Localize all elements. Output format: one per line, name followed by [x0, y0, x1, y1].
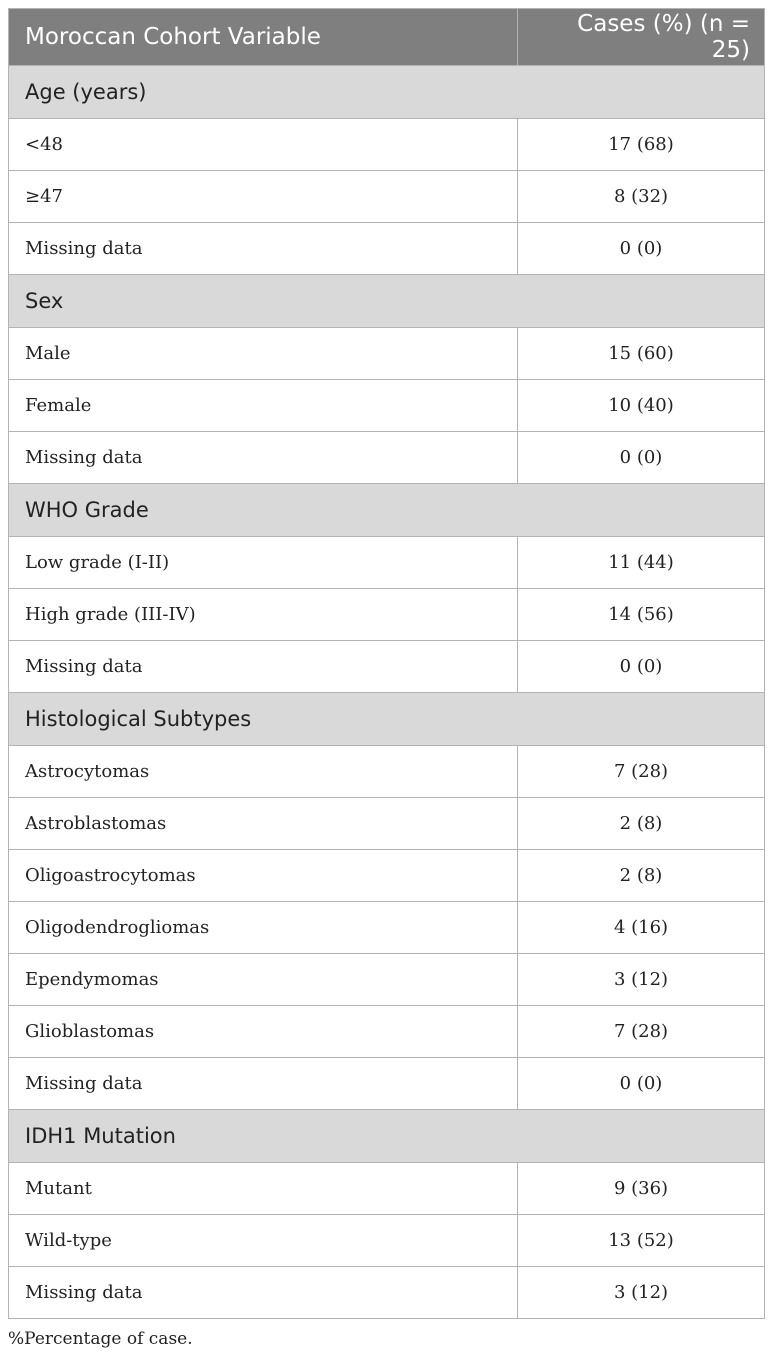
table-footnote: %Percentage of case.	[8, 1329, 193, 1349]
row-label: Oligoastrocytomas	[9, 850, 518, 902]
table-row	[9, 1163, 765, 1215]
table-row	[9, 641, 765, 693]
section-title: Age (years)	[9, 66, 765, 119]
row-label: Missing data	[9, 223, 518, 275]
table-row	[9, 171, 765, 223]
row-value: 0 (0)	[518, 223, 765, 275]
section-row-age	[9, 66, 765, 119]
table-row	[9, 432, 765, 484]
table-row	[9, 954, 765, 1006]
table-row	[9, 746, 765, 798]
row-label: Low grade (I-II)	[9, 537, 518, 589]
row-value: 0 (0)	[518, 1058, 765, 1110]
row-value: 2 (8)	[518, 850, 765, 902]
table-header-row	[9, 9, 765, 66]
row-value: 17 (68)	[518, 119, 765, 171]
table-row	[9, 902, 765, 954]
row-value: 7 (28)	[518, 1006, 765, 1058]
section-title: WHO Grade	[9, 484, 765, 537]
row-value: 8 (32)	[518, 171, 765, 223]
row-value: 13 (52)	[518, 1215, 765, 1267]
row-label: Missing data	[9, 1267, 518, 1319]
row-value: 7 (28)	[518, 746, 765, 798]
table-row	[9, 328, 765, 380]
row-label: ≥47	[9, 171, 518, 223]
row-value: 10 (40)	[518, 380, 765, 432]
section-row-idh1-mutation	[9, 1110, 765, 1163]
row-value: 0 (0)	[518, 432, 765, 484]
section-row-sex	[9, 275, 765, 328]
table-row	[9, 589, 765, 641]
section-title: Sex	[9, 275, 765, 328]
row-value: 0 (0)	[518, 641, 765, 693]
cohort-table-container	[8, 8, 764, 1319]
row-label: Glioblastomas	[9, 1006, 518, 1058]
table-row	[9, 1006, 765, 1058]
table-row	[9, 850, 765, 902]
section-row-who-grade	[9, 484, 765, 537]
row-label: Ependymomas	[9, 954, 518, 1006]
table-body	[9, 66, 765, 1319]
table-row	[9, 380, 765, 432]
cohort-table	[8, 8, 765, 1319]
header-cases: Cases (%) (n = 25)	[518, 9, 765, 66]
table-row	[9, 223, 765, 275]
table-row	[9, 1058, 765, 1110]
section-title: IDH1 Mutation	[9, 1110, 765, 1163]
table-row	[9, 798, 765, 850]
row-label: <48	[9, 119, 518, 171]
row-value: 3 (12)	[518, 1267, 765, 1319]
row-value: 15 (60)	[518, 328, 765, 380]
row-label: Oligodendrogliomas	[9, 902, 518, 954]
row-label: High grade (III-IV)	[9, 589, 518, 641]
row-label: Missing data	[9, 641, 518, 693]
table-row	[9, 1267, 765, 1319]
row-label: Missing data	[9, 1058, 518, 1110]
row-label: Astrocytomas	[9, 746, 518, 798]
section-row-histological-subtypes	[9, 693, 765, 746]
row-label: Male	[9, 328, 518, 380]
row-value: 3 (12)	[518, 954, 765, 1006]
row-label: Wild-type	[9, 1215, 518, 1267]
row-value: 4 (16)	[518, 902, 765, 954]
row-label: Mutant	[9, 1163, 518, 1215]
section-title: Histological Subtypes	[9, 693, 765, 746]
table-row	[9, 1215, 765, 1267]
header-variable: Moroccan Cohort Variable	[9, 9, 518, 66]
table-row	[9, 119, 765, 171]
row-value: 2 (8)	[518, 798, 765, 850]
row-label: Astroblastomas	[9, 798, 518, 850]
row-value: 14 (56)	[518, 589, 765, 641]
table-row	[9, 537, 765, 589]
row-label: Missing data	[9, 432, 518, 484]
row-value: 9 (36)	[518, 1163, 765, 1215]
row-value: 11 (44)	[518, 537, 765, 589]
row-label: Female	[9, 380, 518, 432]
